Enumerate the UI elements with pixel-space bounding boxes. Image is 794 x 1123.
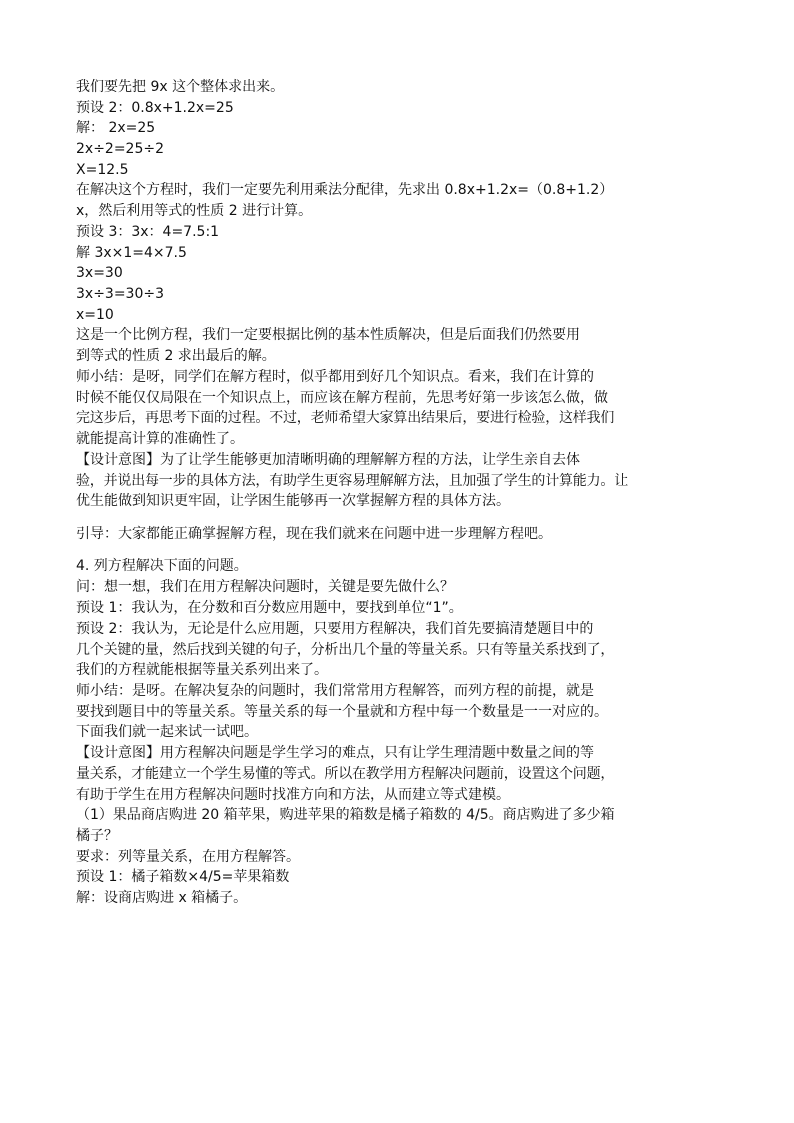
text-line: 我们的方程就能根据等量关系列出来了。: [76, 662, 328, 678]
text-line: 预设 2：我认为，无论是什么应用题，只要用方程解决，我们首先要搞清楚题目中的: [76, 621, 594, 637]
text-line: 有助于学生在用方程解决问题时找准方向和方法，从而建立等式建模。: [76, 787, 510, 803]
text-line: 预设 1：橘子箱数×4/5=苹果箱数: [76, 869, 290, 885]
text-line: 2x÷2=25÷2: [76, 141, 165, 157]
text-line: 完这步后，再思考下面的过程。不过，老师希望大家算出结果后，要进行检验，这样我们: [76, 410, 615, 426]
text-line: 优生能做到知识更牢固，让学困生能够再一次掌握解方程的具体方法。: [76, 493, 510, 509]
text-line: 几个关键的量，然后找到关键的句子，分析出几个量的等量关系。只有等量关系找到了，: [76, 642, 615, 658]
text-line: 我们要先把 9x 这个整体求出来。: [76, 79, 285, 95]
text-line: x，然后利用等式的性质 2 进行计算。: [76, 203, 313, 219]
text-line: 引导：大家都能正确掌握解方程，现在我们就来在问题中进一步理解方程吧。: [76, 526, 552, 542]
text-line: 3x÷3=30÷3: [76, 286, 165, 302]
text-line: （1）果品商店购进 20 箱苹果，购进苹果的箱数是橘子箱数的 4/5。商店购进了多少箱: [76, 807, 615, 823]
text-line: 到等式的性质 2 求出最后的解。: [76, 348, 276, 364]
text-line: 【设计意图】用方程解决问题是学生学习的难点，只有让学生理清题中数量之间的等: [76, 745, 594, 761]
text-line: 这是一个比例方程，我们一定要根据比例的基本性质解决，但是后面我们仍然要用: [76, 327, 580, 343]
text-line: 量关系，才能建立一个学生易懂的等式。所以在教学用方程解决问题前，设置这个问题，: [76, 766, 615, 782]
text-line: 橘子？: [76, 828, 118, 844]
text-line: 预设 2：0.8x+1.2x=25: [76, 100, 234, 116]
text-line: 3x=30: [76, 265, 123, 281]
text-line: 解： 2x=25: [76, 120, 156, 136]
text-line: 时候不能仅仅局限在一个知识点上，而应该在解方程前，先思考好第一步该怎么做，做: [76, 390, 608, 406]
text-line: 验，并说出每一步的具体方法，有助学生更容易理解解方法，且加强了学生的计算能力。让: [76, 473, 628, 489]
text-line: X=12.5: [76, 162, 129, 178]
text-line: x=10: [76, 307, 114, 323]
text-line: 师小结：是呀，同学们在解方程时，似乎都用到好几个知识点。看来，我们在计算的: [76, 369, 594, 385]
text-line: 问：想一想，我们在用方程解决问题时，关键是要先做什么？: [76, 579, 454, 595]
text-line: 师小结：是呀。在解决复杂的问题时，我们常常用方程解答，而列方程的前提，就是: [76, 683, 594, 699]
text-line: 解 3x×1=4×7.5: [76, 245, 187, 261]
text-line: 在解决这个方程时，我们一定要先利用乘法分配律，先求出 0.8x+1.2x=（0.8+1.2）: [76, 182, 614, 198]
text-line: 就能提高计算的准确性了。: [76, 431, 244, 447]
text-line: 预设 3：3x：4=7.5:1: [76, 224, 220, 240]
text-line: 解：设商店购进 x 箱橘子。: [76, 890, 248, 906]
text-line: 4. 列方程解决下面的问题。: [76, 558, 248, 574]
text-line: 要找到题目中的等量关系。等量关系的每一个量就和方程中每一个数量是一一对应的。: [76, 704, 608, 720]
text-line: 下面我们就一起来试一试吧。: [76, 724, 258, 740]
text-line: 要求：列等量关系，在用方程解答。: [76, 849, 300, 865]
text-line: 预设 1：我认为，在分数和百分数应用题中，要找到单位“1”。: [76, 600, 463, 616]
text-line: 【设计意图】为了让学生能够更加清晰明确的理解解方程的方法，让学生亲自去体: [76, 452, 580, 468]
